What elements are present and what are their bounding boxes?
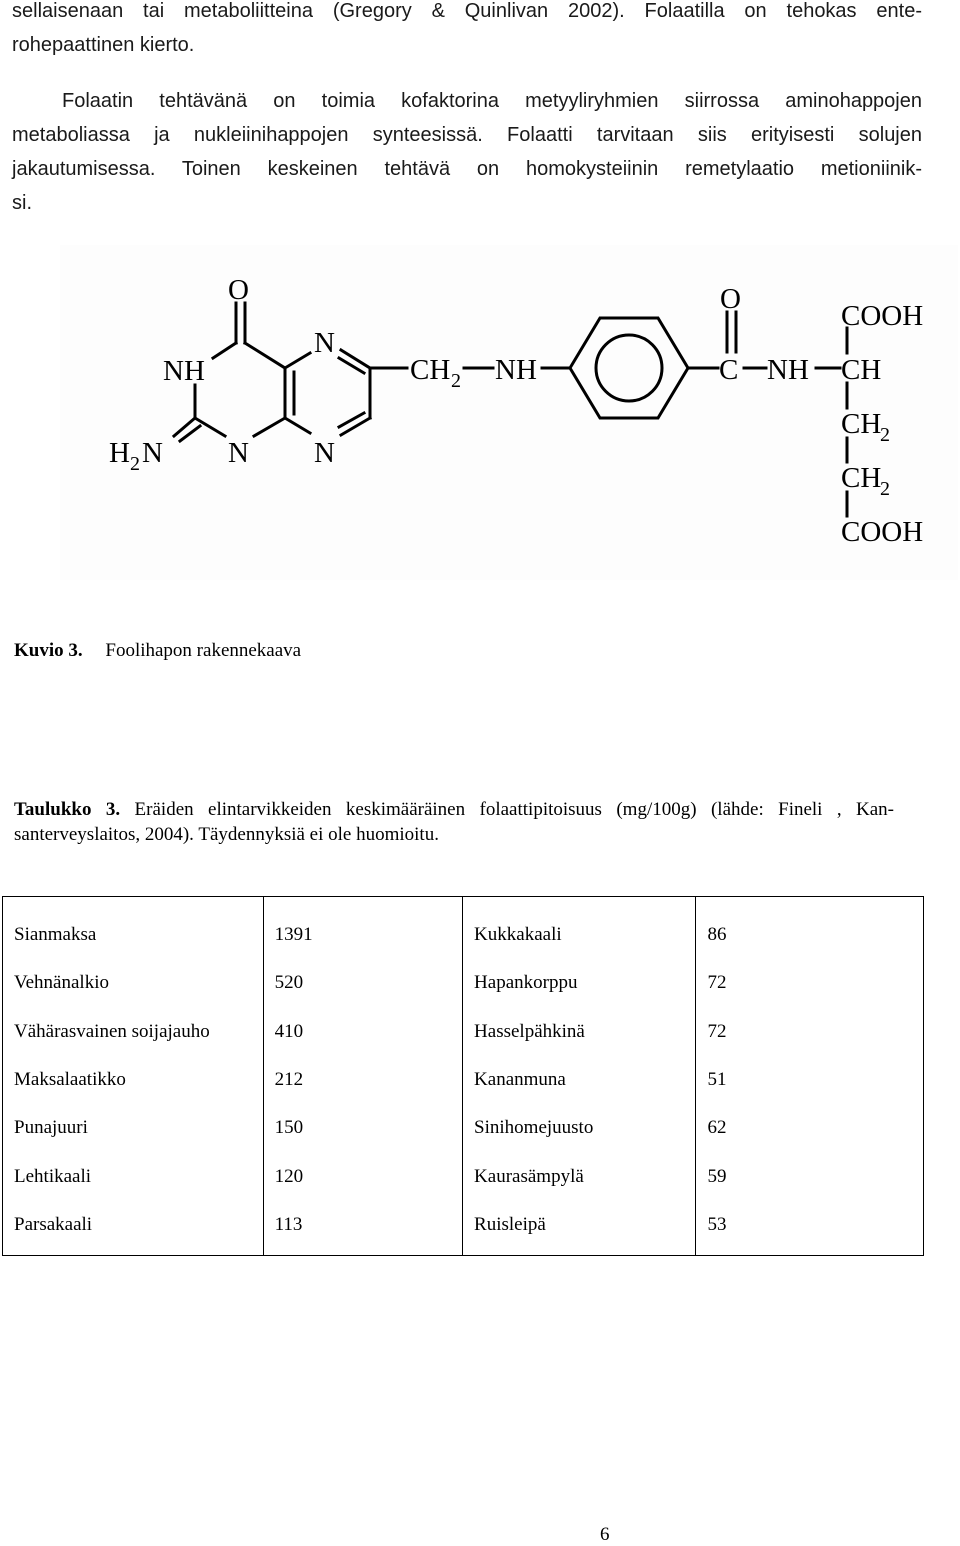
table-cell: 53 [707,1213,727,1235]
atom-label: CH [841,462,882,494]
table-cell: Ruisleipä [463,1201,696,1256]
table-cell: 72 [707,1020,727,1042]
atom-label: 2 [880,424,890,446]
page-number: 6 [600,1524,610,1545]
folate-table [2,896,924,1256]
table-row [3,1201,924,1256]
table-cell: Hasselpähkinä [463,1008,696,1056]
text-line: metaboliassa ja nukleiinihappojen synteesissä. Folaatti tarvitaan siis erityisesti solujen [12,124,922,146]
table-cell: Punajuuri [3,1104,264,1152]
table-cell: 51 [707,1069,727,1091]
table-cell: Sinihomejuusto [463,1104,696,1152]
table-cell: Hapankorppu [463,959,696,1007]
table-cell: 150 [263,1104,462,1152]
table-row [3,959,924,1007]
table-cell: 410 [263,1008,462,1056]
table-cell: 120 [263,1152,462,1200]
table-caption-line: santerveyslaitos, 2004). Täydennyksiä ei ole huomioitu. [14,824,439,845]
table-row [3,1104,924,1152]
atom-label: COOH [841,516,924,548]
figure-caption-label: Kuvio 3. [14,640,83,661]
atom-label: CH [841,354,882,386]
atom-label: 2 [451,370,461,392]
atom-label: NH [767,354,809,386]
atom-label: NH [163,355,205,387]
atom-label: C [719,354,739,386]
table-cell: Sianmaksa [3,897,264,960]
table-cell: 212 [263,1056,462,1104]
table-cell: 520 [263,959,462,1007]
table-row [3,1152,924,1200]
structure-diagram [0,0,960,600]
table-cell: 1391 [263,897,462,960]
atom-label: N [314,437,335,469]
atom-label: COOH [841,300,924,332]
table-cell: Parsakaali [3,1201,264,1256]
table-cell: Vehnänalkio [3,959,264,1007]
atom-label: H [109,437,130,469]
folic-acid-structure [0,0,960,600]
table-cell: 62 [707,1117,727,1139]
table-cell: Kananmuna [463,1056,696,1104]
table-cell: Lehtikaali [3,1152,264,1200]
figure-caption-text: Foolihapon rakennekaava [105,640,302,661]
text-line: jakautumisessa. Toinen keskeinen tehtävä on homokysteiinin remetylaatio metioniinik- [12,158,922,180]
table-caption [14,797,894,847]
table-caption-label: Taulukko 3. [14,799,121,820]
table-cell: 72 [707,972,727,994]
table-caption-line: Eräiden elintarvikkeiden keskimääräinen folaattipitoisuus (mg/100g) (lähde: Fineli , Kan- [134,799,895,820]
text-line: si. [12,192,32,214]
table-body [3,897,924,1256]
text-line: sellaisenaan tai metaboliitteina (Gregory & Quinlivan 2002). Folaatilla on tehokas ente- [12,0,922,22]
table-cell: 113 [263,1201,462,1256]
table-cell: 86 [707,924,727,946]
atom-label: NH [495,354,537,386]
table-cell: 59 [707,1165,727,1187]
atom-label: N [142,437,163,469]
atom-label: CH [841,408,882,440]
table-row [3,897,924,960]
atom-label: CH [410,354,451,386]
atom-label: N [228,437,249,469]
figure-caption [14,640,301,662]
table-cell: Kukkakaali [463,897,696,960]
atom-label: O [228,274,249,306]
table-cell: Maksalaatikko [3,1056,264,1104]
table-row [3,1056,924,1104]
table-cell: Vähärasvainen soijajauho [3,1008,264,1056]
table-row [3,1008,924,1056]
text-line: rohepaattinen kierto. [12,34,195,56]
atom-label: N [314,327,335,359]
atom-label: 2 [880,478,890,500]
table-cell: Kaurasämpylä [463,1152,696,1200]
atom-label: 2 [130,453,140,475]
text-line: Folaatin tehtävänä on toimia kofaktorina metyyliryhmien siirrossa aminohappojen [62,90,922,112]
atom-label: O [720,283,741,315]
